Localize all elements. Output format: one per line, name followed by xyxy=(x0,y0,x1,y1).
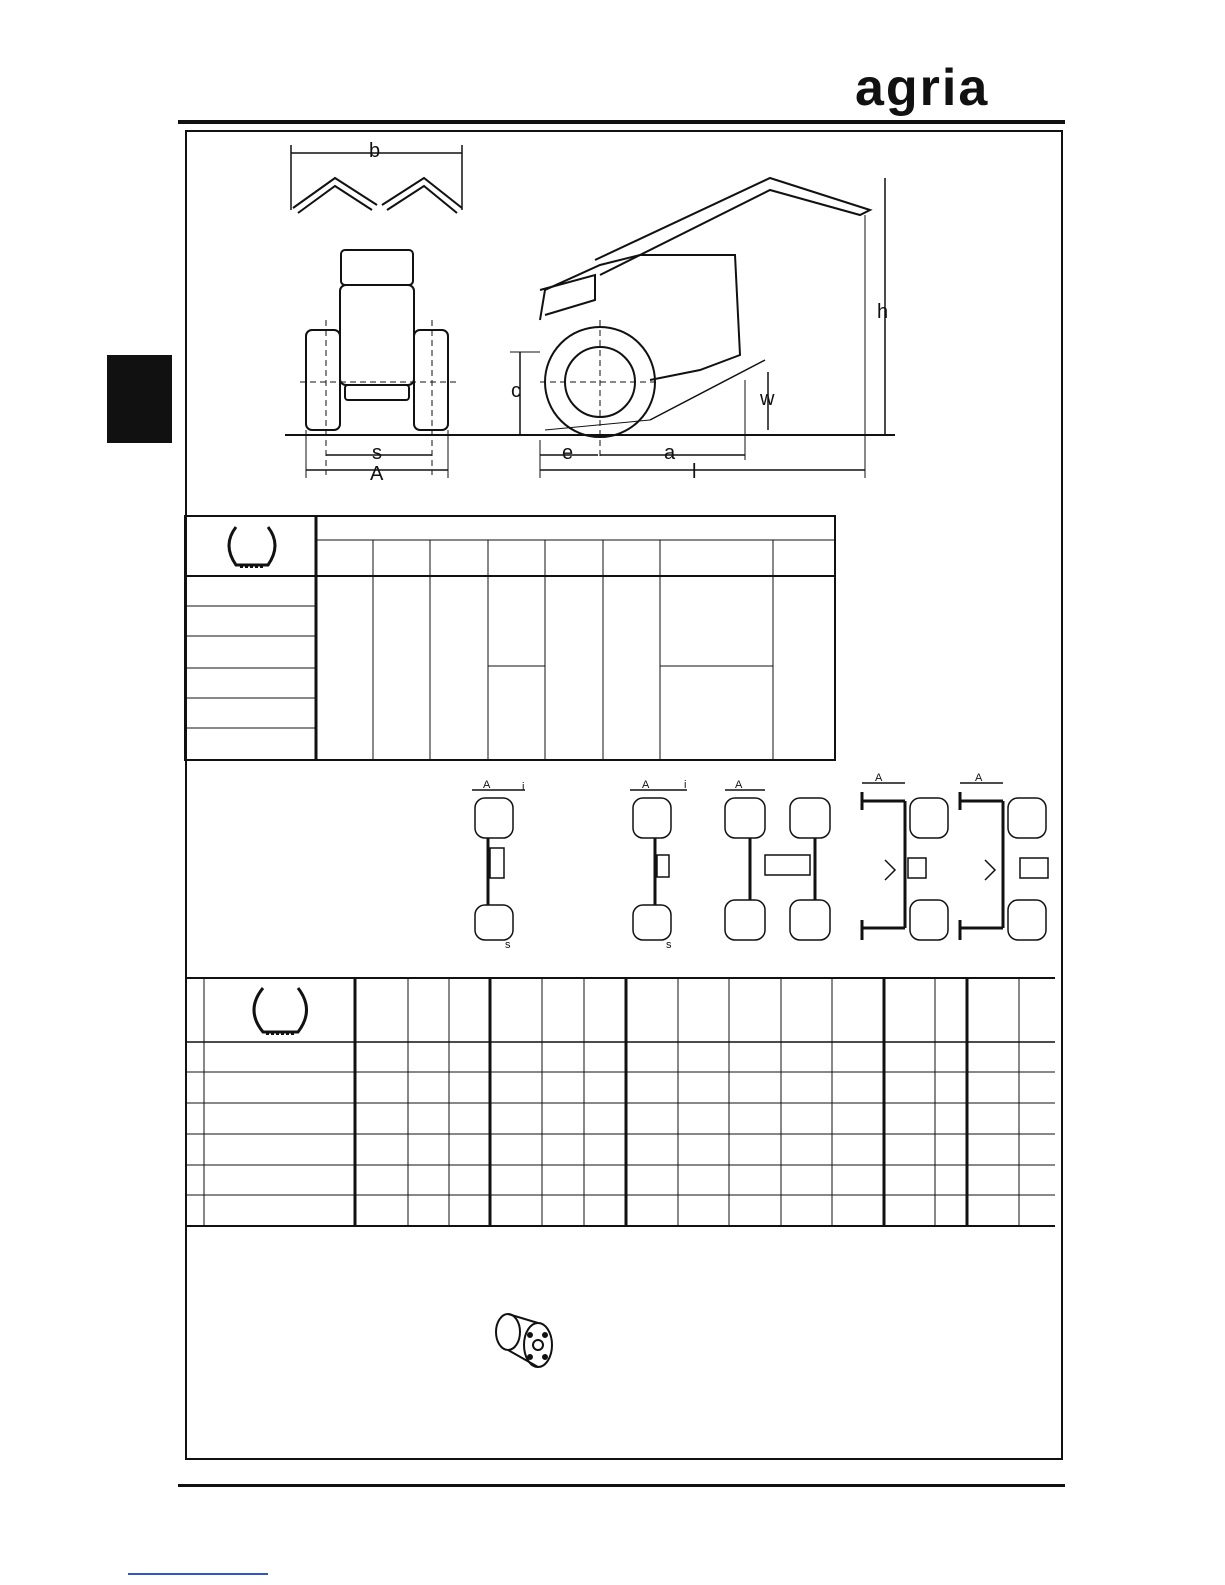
dimension-drawing xyxy=(285,145,895,478)
label-a: a xyxy=(664,442,676,464)
label-c: c xyxy=(511,380,521,402)
logo-text: agria xyxy=(855,60,990,117)
label-A: A xyxy=(370,463,384,485)
axle-label-A-3: A xyxy=(735,779,743,791)
axle-label-A-4: A xyxy=(875,772,883,784)
label-h: h xyxy=(877,301,889,323)
tyre-table-2 xyxy=(185,978,1055,1226)
axle-label-A-5: A xyxy=(975,772,983,784)
footer-rule xyxy=(178,1484,1065,1487)
axle-label-i-2: i xyxy=(684,779,687,791)
label-s: s xyxy=(372,442,382,464)
axle-label-A-2: A xyxy=(642,779,650,791)
label-w: w xyxy=(760,388,775,410)
axle-label-i-1: i xyxy=(522,781,525,793)
footer-link-underline[interactable] xyxy=(128,1573,268,1575)
hub-part-icon xyxy=(496,1314,552,1367)
label-b: b xyxy=(369,140,381,162)
label-l: l xyxy=(692,461,697,483)
axle-label-s-2: s xyxy=(666,939,672,951)
axle-label-s-1: s xyxy=(505,939,511,951)
tyre-table-1 xyxy=(185,516,835,760)
axle-diagrams xyxy=(472,783,1048,940)
label-e: e xyxy=(562,442,574,464)
axle-label-A-1: A xyxy=(483,779,491,791)
